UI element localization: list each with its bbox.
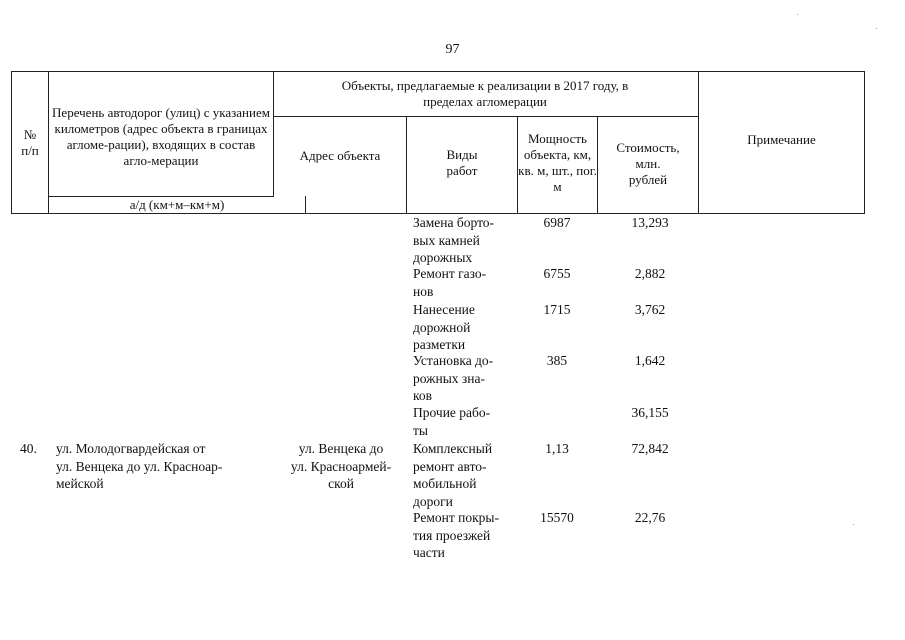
page-number: 97 [445,42,460,57]
header-col-roads-sub: а/д (км+м–км+м) [129,197,225,212]
header-col-works: Виды работ [446,147,478,178]
capacity-value: 1,13 [545,441,569,456]
header-col-address: Адрес объекта [299,148,381,163]
item-number: 40. [20,441,37,456]
cost-value: 3,762 [634,302,666,317]
work-type: Ремонт покры- тия проезжей части [413,510,499,560]
cost-value: 72,842 [631,441,669,456]
cost-value: 36,155 [631,405,669,420]
header-col-cost: Стоимость, млн. рублей [616,140,680,187]
cost-value: 22,76 [634,510,666,525]
capacity-value: 385 [546,353,568,368]
cost-value: 1,642 [634,353,666,368]
work-type: Установка до- рожных зна- ков [413,353,494,403]
work-type: Нанесение дорожной разметки [413,302,475,352]
header-col-note: Примечание [747,132,816,147]
cost-value: 2,882 [634,266,666,281]
capacity-value: 15570 [540,510,574,525]
cost-value: 13,293 [631,215,669,230]
header-col-objects: Объекты, предлагаемые к реализации в 2017 году, в пределах агломерации [341,78,629,109]
capacity-value: 6755 [543,266,571,281]
work-type: Комплексный ремонт авто- мобильной дороги [413,441,493,509]
work-type: Ремонт газо- нов [413,266,487,299]
scan-speck [797,14,798,15]
capacity-value: 1715 [543,302,571,317]
work-type: Прочие рабо- ты [413,405,491,438]
header-col-capacity: Мощность объекта, км, кв. м, шт., пог. м [518,131,597,194]
work-type: Замена борто- вых камней дорожных [413,215,495,265]
scan-speck [876,28,877,29]
object-address: ул. Венцека до ул. Красноармей- ской [290,441,392,491]
road-description: ул. Молодогвардейская от ул. Венцека до ул. Красноар- мейской [56,441,223,491]
scan-speck [853,524,854,525]
capacity-value: 6987 [543,215,571,230]
header-col-number: № п/п [21,126,39,158]
header-col-roads: Перечень автодорог (улиц) с указанием километров (адрес объекта в границах агломе-рации), входящих в состав агло-мерации [52,105,270,168]
